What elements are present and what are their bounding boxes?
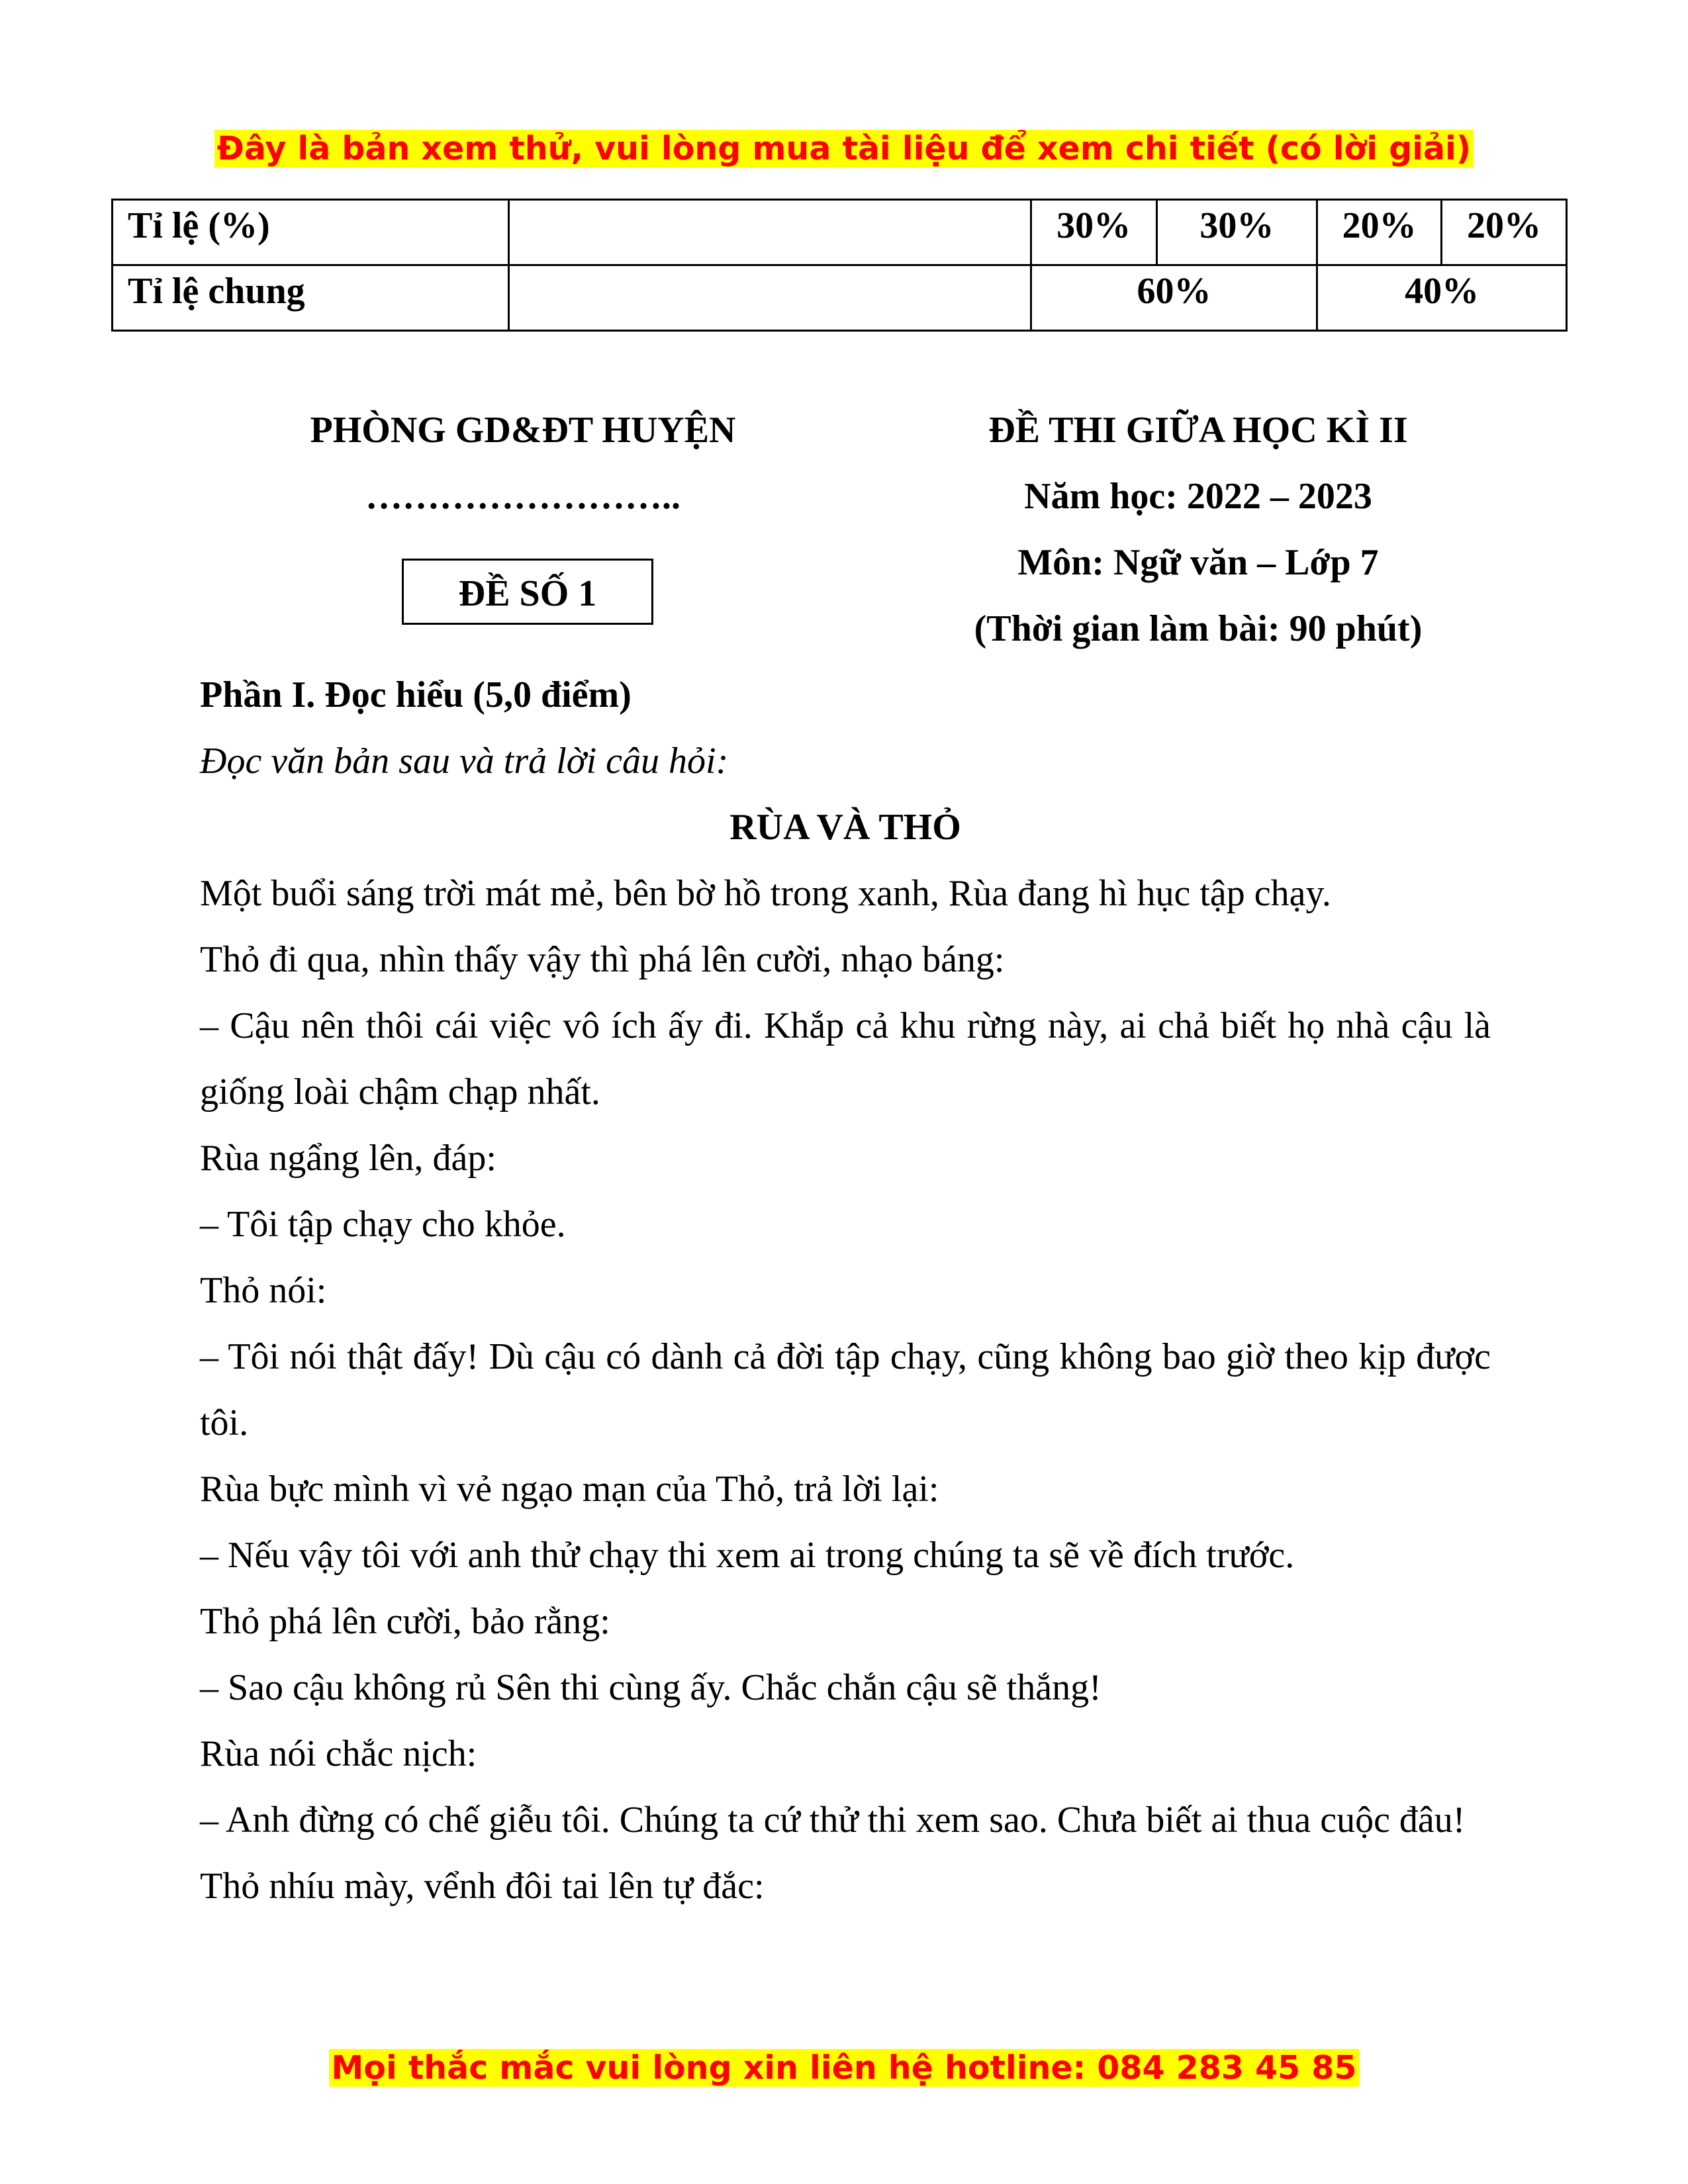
story-paragraph: Rùa ngẩng lên, đáp: — [200, 1138, 496, 1179]
story-paragraph: Thỏ nói: — [200, 1270, 327, 1311]
story-title: RÙA VÀ THỎ — [729, 807, 961, 848]
subject: Môn: Ngữ văn – Lớp 7 — [1017, 542, 1379, 583]
ratio-general-label: Tỉ lệ chung — [113, 265, 509, 331]
ratio-general-cell: 60% — [1031, 265, 1317, 331]
exam-header — [927, 397, 1470, 662]
preview-banner — [0, 130, 1688, 167]
section-heading: Phần I. Đọc hiểu (5,0 điểm) — [200, 674, 632, 715]
reading-section — [200, 662, 1491, 1919]
story-paragraph: – Cậu nên thôi cái việc vô ích ấy đi. Khắp cả khu rừng này, ai chả biết họ nhà cậu là giống loài chậm chạp nhất. — [200, 1005, 1491, 1113]
ratio-label: Tỉ lệ (%) — [113, 200, 509, 265]
ratio-table — [111, 199, 1568, 332]
hotline-banner — [0, 2049, 1688, 2087]
department-dots: …………………….. — [365, 476, 680, 517]
school-header — [252, 397, 794, 529]
story-paragraph: – Tôi tập chạy cho khỏe. — [200, 1204, 566, 1245]
story-paragraph: Một buổi sáng trời mát mẻ, bên bờ hồ trong xanh, Rùa đang hì hục tập chạy. — [200, 873, 1331, 914]
ratio-cell: 20% — [1317, 200, 1442, 265]
ratio-blank-cell — [509, 200, 1031, 265]
department-name: PHÒNG GD&ĐT HUYỆN — [310, 410, 736, 451]
instruction: Đọc văn bản sau và trả lời câu hỏi: — [200, 741, 729, 782]
ratio-cell: 20% — [1442, 200, 1567, 265]
school-year: Năm học: 2022 – 2023 — [1024, 476, 1372, 517]
story-paragraph: – Nếu vậy tôi với anh thử chạy thi xem ai trong chúng ta sẽ về đích trước. — [200, 1535, 1295, 1576]
story-paragraph: Thỏ phá lên cười, bảo rằng: — [200, 1601, 610, 1642]
story-paragraph: – Sao cậu không rủ Sên thi cùng ấy. Chắc chắn cậu sẽ thắng! — [200, 1667, 1102, 1708]
ratio-cell: 30% — [1031, 200, 1156, 265]
story-paragraph: – Tôi nói thật đấy! Dù cậu có dành cả đời tập chạy, cũng không bao giờ theo kịp được tôi. — [200, 1336, 1491, 1443]
story-paragraph: – Anh đừng có chế giễu tôi. Chúng ta cứ thử thi xem sao. Chưa biết ai thua cuộc đâu! — [200, 1799, 1466, 1841]
story-paragraph: Rùa bực mình vì vẻ ngạo mạn của Thỏ, trả lời lại: — [200, 1469, 939, 1510]
preview-banner-text: Đây là bản xem thử, vui lòng mua tài liệu để xem chi tiết (có lời giải) — [214, 130, 1474, 167]
table-row — [113, 265, 1567, 331]
table-row — [113, 200, 1567, 265]
story-paragraph: Thỏ nhíu mày, vểnh đôi tai lên tự đắc: — [200, 1866, 765, 1907]
story-paragraph: Rùa nói chắc nịch: — [200, 1733, 477, 1774]
exam-title: ĐỀ THI GIỮA HỌC KÌ II — [988, 410, 1408, 451]
ratio-blank-cell — [509, 265, 1031, 331]
hotline-banner-text: Mọi thắc mắc vui lòng xin liên hệ hotline: 084 283 45 85 — [329, 2049, 1360, 2087]
exam-duration: (Thời gian làm bài: 90 phút) — [974, 608, 1423, 649]
story-paragraph: Thỏ đi qua, nhìn thấy vậy thì phá lên cười, nhạo báng: — [200, 939, 1005, 980]
exam-code-box: ĐỀ SỐ 1 — [402, 559, 653, 625]
ratio-cell: 30% — [1156, 200, 1317, 265]
ratio-general-cell: 40% — [1317, 265, 1567, 331]
